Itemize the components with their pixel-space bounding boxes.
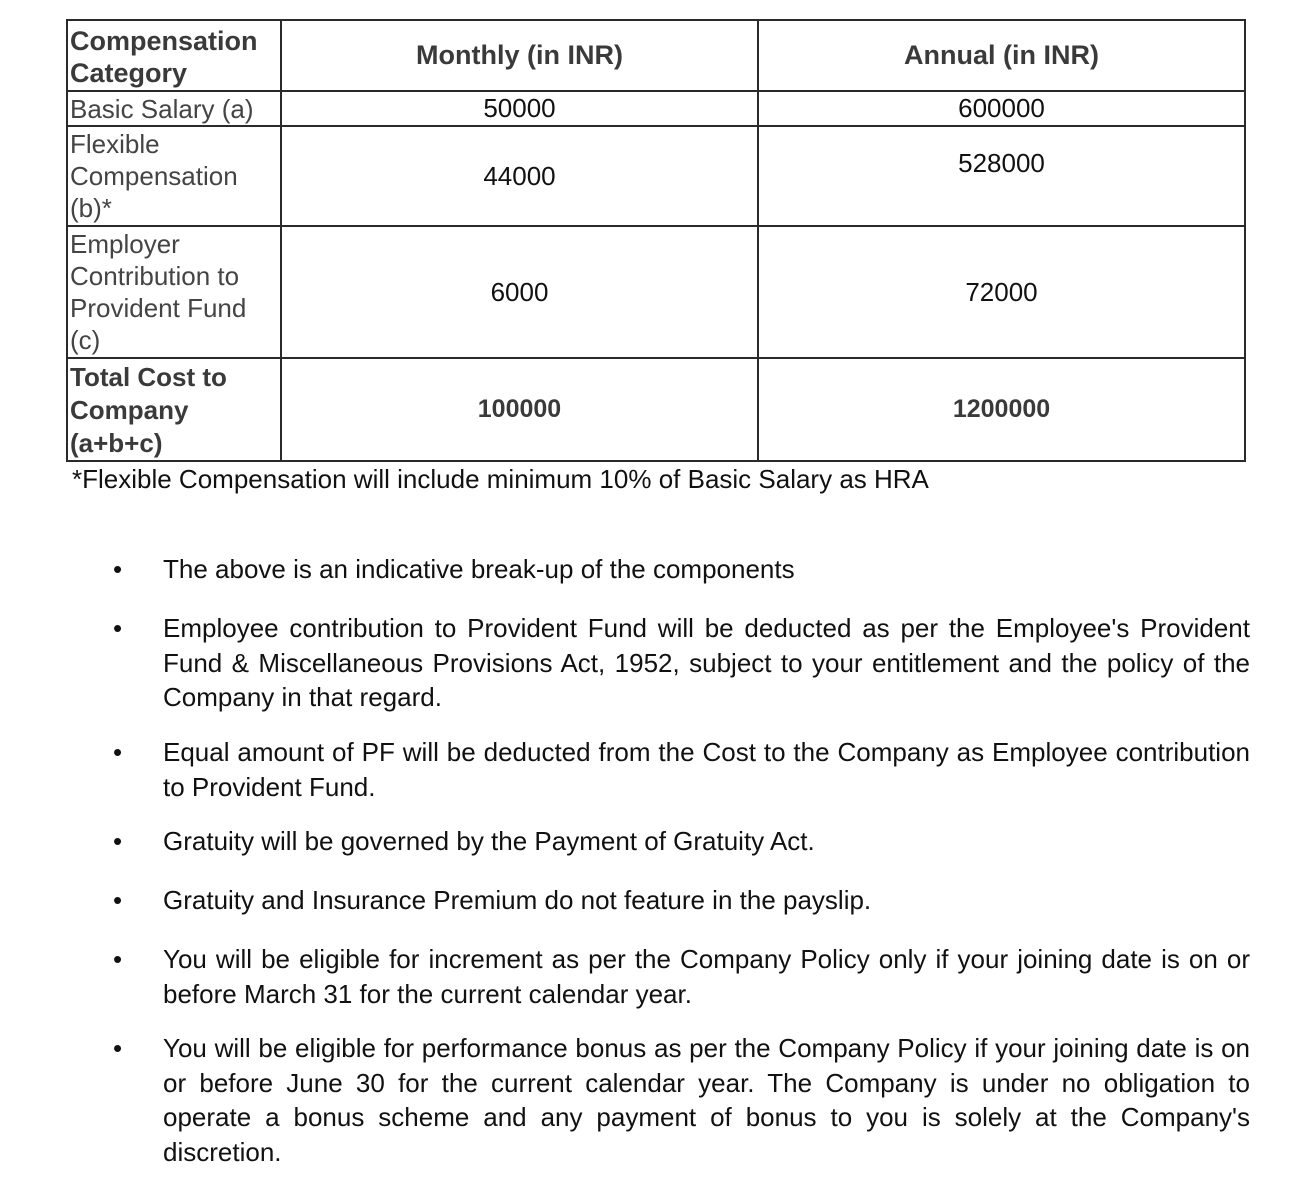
bullet-icon: • — [113, 885, 123, 915]
bullet-icon: • — [113, 944, 123, 974]
row-category: Basic Salary (a) — [67, 91, 281, 126]
table-row — [67, 91, 1245, 126]
bullet-icon: • — [113, 737, 123, 767]
row-category: Employer Contribution to Provident Fund (c) — [67, 226, 281, 358]
table-total-row — [67, 358, 1245, 461]
bullet-icon: • — [113, 554, 123, 584]
bullet-icon: • — [113, 1033, 123, 1063]
header-category: Compensation Category — [67, 20, 281, 91]
table-header-row — [67, 20, 1245, 91]
list-item-text: Gratuity and Insurance Premium do not feature in the payslip. — [163, 885, 872, 915]
total-annual-value: 1200000 — [758, 358, 1245, 461]
list-item-text: You will be eligible for increment as per the Company Policy only if your joining date is on or before March 31 for the current calendar year. — [163, 944, 1250, 1009]
total-monthly-value: 100000 — [281, 358, 758, 461]
table-row — [67, 126, 1245, 226]
row-monthly-value: 6000 — [281, 226, 758, 358]
header-annual: Annual (in INR) — [758, 20, 1245, 91]
list-item-text: Equal amount of PF will be deducted from the Cost to the Company as Employee contribution to Provident Fund. — [163, 737, 1250, 802]
total-category: Total Cost to Company (a+b+c) — [67, 358, 281, 461]
table-footnote: *Flexible Compensation will include minimum 10% of Basic Salary as HRA — [72, 464, 929, 494]
list-item-text: Employee contribution to Provident Fund will be deducted as per the Employee's Provident Fund & Miscellaneous Provisions Act, 1952, subject to your entitlement and the policy of the Company in that regard. — [163, 613, 1250, 712]
header-monthly: Monthly (in INR) — [281, 20, 758, 91]
row-annual-value: 600000 — [758, 91, 1245, 126]
list-item-text: You will be eligible for performance bonus as per the Company Policy if your joining date is on or before June 30 for the current calendar year. The Company is under no obligation to operate a bonus scheme and any payment of bonus to you is solely at the Company's discretion. — [163, 1033, 1250, 1167]
row-annual-value: 72000 — [758, 226, 1245, 358]
compensation-table — [66, 19, 1246, 462]
list-item-text: The above is an indicative break-up of the components — [163, 554, 795, 584]
row-monthly-value: 50000 — [281, 91, 758, 126]
row-annual-value: 528000 — [758, 126, 1245, 226]
table-row — [67, 226, 1245, 358]
list-item-text: Gratuity will be governed by the Payment of Gratuity Act. — [163, 826, 815, 856]
row-monthly-value: 44000 — [281, 126, 758, 226]
row-category: Flexible Compensation (b)* — [67, 126, 281, 226]
bullet-icon: • — [113, 826, 123, 856]
bullet-icon: • — [113, 613, 123, 643]
